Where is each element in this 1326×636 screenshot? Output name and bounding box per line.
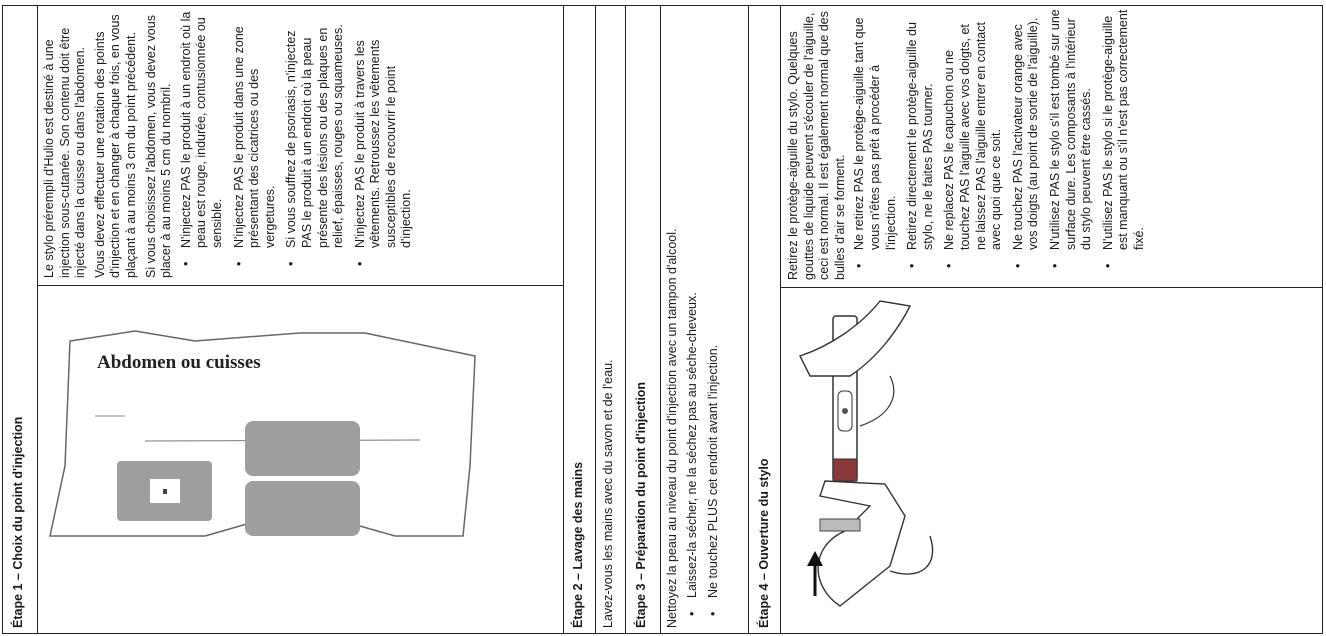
step2-text: Lavez-vous les mains avec du savon et de l'eau. bbox=[601, 359, 615, 628]
pen-cap-removal-illustration bbox=[790, 296, 1120, 626]
step3-text bbox=[665, 13, 728, 628]
step1-para: Le stylo prérempli d'Hulio est destiné à une injection sous-cutanée. Son contenu doit être injecté dans la cuisse ou dans l'abdomen. bbox=[42, 27, 88, 278]
list-item: • Ne retirez PAS le protège-aiguille tant que vous n'êtes pas prêt à procéder à l'injection. bbox=[852, 8, 899, 280]
thigh-zone-left bbox=[245, 481, 360, 536]
divider bbox=[780, 5, 781, 634]
step1-title: Étape 1 – Choix du point d'injection bbox=[11, 416, 25, 628]
thigh-zone-right bbox=[245, 421, 360, 476]
list-item: • Ne replacez PAS le capuchon ou ne touchez PAS l'aiguille avec vos doigts, et ne laissez PAS l'aiguille entrer en contact avec quoi que ce soit. bbox=[942, 8, 1004, 280]
list-item: • Si vous souffrez de psoriasis, n'injectez PAS le produit à un endroit où la peau présente des lésions ou des plaques en relief, épaisses, rouges ou squameuses. bbox=[284, 10, 346, 278]
pen-opening-figure bbox=[790, 296, 1120, 626]
list-item: • N'injectez PAS le produit dans une zone présentant des cicatrices ou des vergetures. bbox=[232, 10, 279, 278]
step1-para: Vous devez effectuer une rotation des points d'injection et en changer à chaque fois, en vous plaçant à au moins 3 cm du point précédent. bbox=[92, 14, 138, 278]
step2-title: Étape 2 – Lavage des mains bbox=[571, 461, 585, 628]
step4-para: Retirez le protège-aiguille du stylo. Quelques gouttes de liquide peuvent s'écouler de l'aiguille, ceci est normal. Il est également normal que des bulles d'air se forment. bbox=[786, 11, 847, 280]
divider bbox=[660, 5, 661, 634]
step1-para: Si vous choisissez l'abdomen, vous devez vous placer à au moins 5 cm du nombril. bbox=[143, 15, 174, 278]
abdomen-thighs-illustration bbox=[45, 296, 555, 616]
step3-bullet-list bbox=[685, 13, 722, 628]
list-item: • Ne touchez PLUS cet endroit avant l'injection. bbox=[706, 13, 722, 628]
step3-title: Étape 3 – Préparation du point d'injection bbox=[634, 381, 648, 628]
step4-text bbox=[786, 8, 1153, 280]
divider bbox=[37, 285, 563, 286]
body-map-figure bbox=[45, 296, 555, 616]
list-item: • N'utilisez PAS le stylo si le protège-aiguille est manquant ou s'il n'est pas correctement fixé. bbox=[1101, 8, 1148, 280]
divider bbox=[563, 5, 564, 634]
figure-caption: Abdomen ou cuisses bbox=[97, 352, 261, 373]
divider bbox=[780, 287, 1323, 288]
step1-text bbox=[42, 10, 421, 278]
list-item: • Retirez directement le protège-aiguille du stylo, ne le faites PAS tourner. bbox=[905, 8, 936, 280]
step3-para: Nettoyez la peau au niveau du point d'injection avec un tampon d'alcool. bbox=[665, 228, 679, 628]
list-item: • N'injectez PAS le produit à un endroit où la peau est rouge, indurée, contusionnée ou sensible. bbox=[179, 10, 226, 278]
divider bbox=[37, 5, 38, 634]
divider bbox=[748, 5, 749, 634]
list-item: • Ne touchez PAS l'activateur orange avec vos doigts (au point de sortie de l'aiguille). bbox=[1011, 8, 1042, 280]
step4-title: Étape 4 – Ouverture du stylo bbox=[757, 458, 771, 628]
list-item: • N'utilisez PAS le stylo s'il est tombé sur une surface dure. Les composants à l'intérieur du stylo peuvent être cassés. bbox=[1048, 8, 1095, 280]
list-item: • N'injectez PAS le produit à travers les vêtements. Retroussez les vêtements susceptibles de recouvrir le point d'injection. bbox=[353, 10, 415, 278]
step1-bullet-list bbox=[179, 10, 415, 278]
list-item: • Laissez-la sécher, ne la séchez pas au sèche-cheveux. bbox=[685, 13, 701, 628]
divider bbox=[595, 5, 596, 634]
step4-bullet-list bbox=[852, 8, 1147, 280]
divider bbox=[625, 5, 626, 634]
